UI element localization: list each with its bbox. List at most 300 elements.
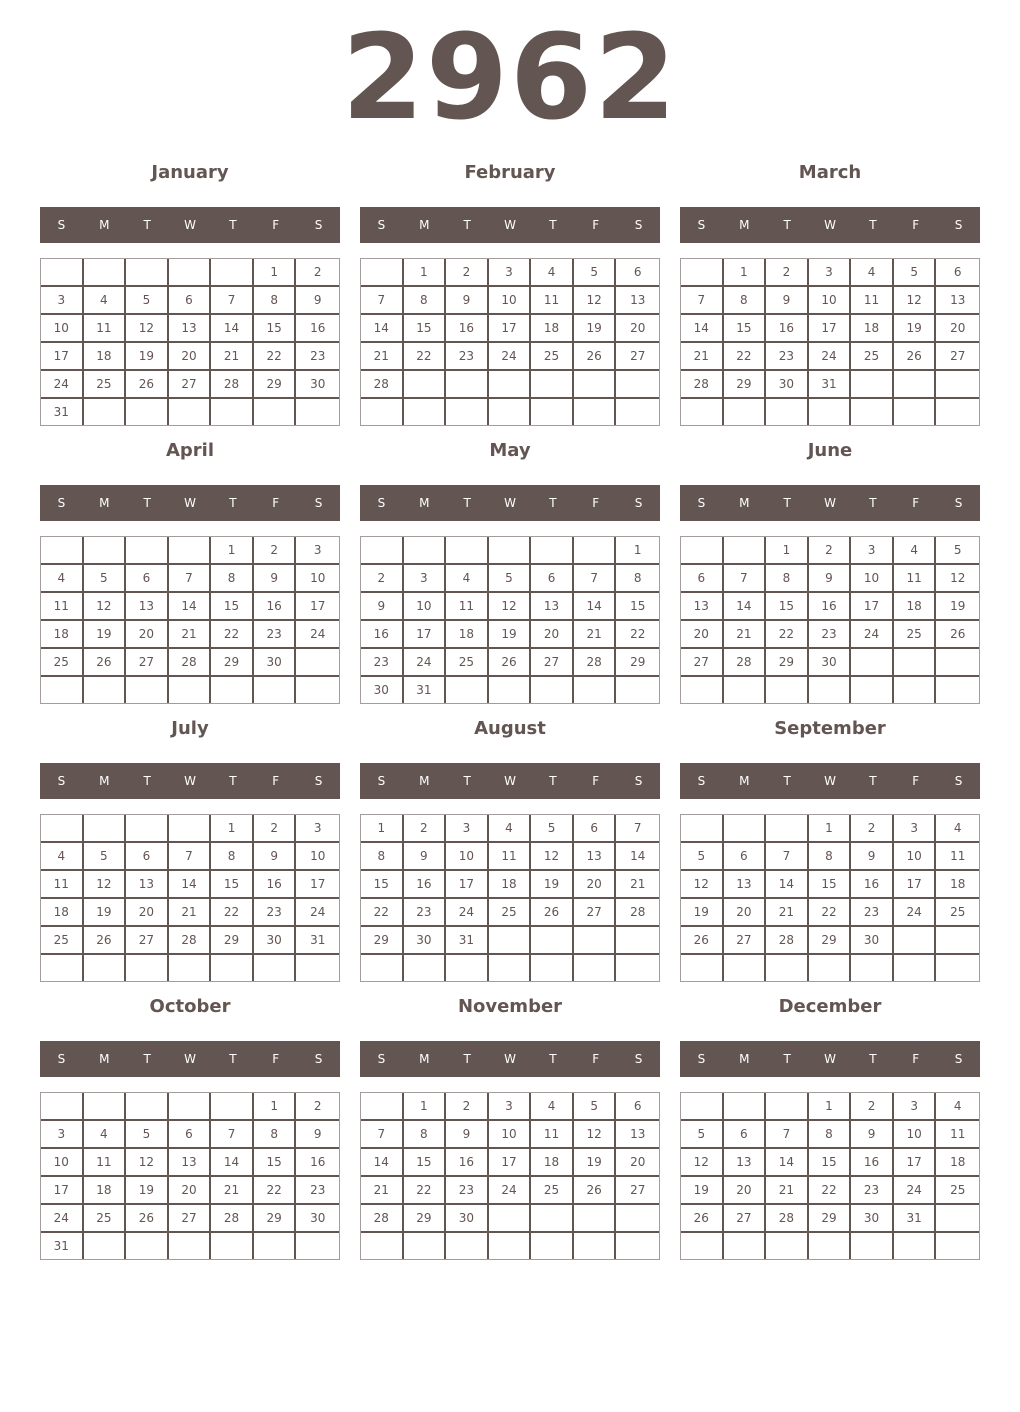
day-cell: 22 <box>404 343 447 371</box>
day-cell: 30 <box>809 649 852 677</box>
day-cell: 6 <box>724 843 767 871</box>
day-cell: 27 <box>724 1205 767 1233</box>
day-cell: 5 <box>126 1121 169 1149</box>
day-cell: 21 <box>574 621 617 649</box>
weekday-header-bar <box>360 485 660 521</box>
day-cell: 9 <box>254 565 297 593</box>
weekday-label: W <box>824 1052 836 1066</box>
day-grid <box>40 258 340 426</box>
day-cell: 13 <box>126 871 169 899</box>
weekday-label: T <box>783 774 791 788</box>
day-cell: 2 <box>766 259 809 287</box>
day-cell: 5 <box>574 1093 617 1121</box>
day-cell: 18 <box>531 1149 574 1177</box>
day-cell <box>489 1233 532 1259</box>
day-cell: 3 <box>851 537 894 565</box>
day-cell <box>126 537 169 565</box>
weekday-label: T <box>143 496 151 510</box>
day-grid <box>360 258 660 426</box>
day-cell: 27 <box>531 649 574 677</box>
day-cell: 9 <box>851 843 894 871</box>
day-cell: 26 <box>126 1205 169 1233</box>
day-cell: 8 <box>404 287 447 315</box>
day-cell: 5 <box>681 843 724 871</box>
day-cell: 24 <box>296 621 339 649</box>
day-cell: 6 <box>936 259 979 287</box>
day-cell: 15 <box>616 593 659 621</box>
weekday-label: T <box>549 496 557 510</box>
day-cell: 11 <box>84 1149 127 1177</box>
day-cell: 7 <box>766 1121 809 1149</box>
day-cell <box>84 399 127 425</box>
weekday-label: M <box>419 774 430 788</box>
day-cell: 10 <box>41 315 84 343</box>
day-cell <box>894 677 937 703</box>
day-cell: 15 <box>404 315 447 343</box>
day-cell: 29 <box>724 371 767 399</box>
day-cell: 24 <box>446 899 489 927</box>
day-cell: 8 <box>211 565 254 593</box>
day-cell: 25 <box>41 927 84 955</box>
day-cell: 20 <box>616 1149 659 1177</box>
day-cell <box>809 955 852 981</box>
day-cell: 29 <box>254 371 297 399</box>
day-cell: 9 <box>404 843 447 871</box>
day-cell <box>84 1233 127 1259</box>
day-cell: 13 <box>169 315 212 343</box>
day-cell: 13 <box>616 1121 659 1149</box>
day-cell: 24 <box>41 371 84 399</box>
day-cell <box>766 955 809 981</box>
day-cell: 24 <box>296 899 339 927</box>
day-cell: 4 <box>446 565 489 593</box>
day-cell: 7 <box>169 565 212 593</box>
day-cell: 20 <box>724 1177 767 1205</box>
day-cell: 15 <box>254 315 297 343</box>
day-cell: 3 <box>809 259 852 287</box>
day-cell: 12 <box>126 1149 169 1177</box>
day-cell: 5 <box>84 565 127 593</box>
day-cell: 1 <box>724 259 767 287</box>
day-cell: 26 <box>84 649 127 677</box>
day-cell: 1 <box>211 815 254 843</box>
day-cell: 12 <box>84 593 127 621</box>
day-cell: 5 <box>894 259 937 287</box>
day-grid <box>360 536 660 704</box>
day-cell: 16 <box>851 871 894 899</box>
day-cell: 20 <box>616 315 659 343</box>
day-cell <box>616 1205 659 1233</box>
month-title: March <box>798 162 862 183</box>
weekday-label: S <box>634 218 643 232</box>
weekday-label: F <box>272 774 280 788</box>
day-cell: 27 <box>169 1205 212 1233</box>
day-cell: 19 <box>84 621 127 649</box>
day-cell: 11 <box>851 287 894 315</box>
day-cell: 3 <box>296 815 339 843</box>
weekday-label: F <box>592 496 600 510</box>
month-title: February <box>464 162 556 183</box>
weekday-label: S <box>697 774 706 788</box>
day-cell <box>851 955 894 981</box>
day-cell: 23 <box>851 899 894 927</box>
weekday-label: S <box>57 1052 66 1066</box>
day-cell: 25 <box>851 343 894 371</box>
day-cell: 18 <box>446 621 489 649</box>
day-cell: 13 <box>724 1149 767 1177</box>
day-grid <box>680 258 980 426</box>
day-cell: 29 <box>809 1205 852 1233</box>
day-cell: 16 <box>254 593 297 621</box>
day-cell: 8 <box>361 843 404 871</box>
day-cell: 1 <box>361 815 404 843</box>
day-cell: 11 <box>446 593 489 621</box>
day-cell: 9 <box>446 1121 489 1149</box>
weekday-label: T <box>869 218 877 232</box>
weekday-label: W <box>504 1052 516 1066</box>
weekday-label: S <box>57 496 66 510</box>
day-cell: 2 <box>851 1093 894 1121</box>
day-cell: 16 <box>254 871 297 899</box>
day-cell <box>851 649 894 677</box>
day-cell: 8 <box>809 1121 852 1149</box>
weekday-label: W <box>184 1052 196 1066</box>
day-cell: 2 <box>446 259 489 287</box>
day-cell: 24 <box>489 1177 532 1205</box>
day-cell: 25 <box>489 899 532 927</box>
day-cell: 23 <box>296 1177 339 1205</box>
day-cell: 27 <box>724 927 767 955</box>
day-cell: 29 <box>404 1205 447 1233</box>
weekday-label: S <box>314 774 323 788</box>
day-cell: 20 <box>724 899 767 927</box>
weekday-label: S <box>634 496 643 510</box>
day-cell: 5 <box>531 815 574 843</box>
day-cell <box>446 371 489 399</box>
day-cell: 29 <box>254 1205 297 1233</box>
day-cell: 28 <box>574 649 617 677</box>
day-cell <box>531 955 574 981</box>
day-cell: 1 <box>809 815 852 843</box>
day-cell: 6 <box>169 1121 212 1149</box>
day-cell: 24 <box>404 649 447 677</box>
day-cell <box>41 955 84 981</box>
day-cell: 9 <box>809 565 852 593</box>
day-cell: 25 <box>446 649 489 677</box>
day-cell: 11 <box>41 871 84 899</box>
weekday-label: F <box>272 496 280 510</box>
weekday-label: M <box>419 218 430 232</box>
day-cell <box>681 537 724 565</box>
day-cell: 14 <box>361 315 404 343</box>
day-cell: 14 <box>211 315 254 343</box>
day-cell <box>724 955 767 981</box>
weekday-label: F <box>592 218 600 232</box>
day-cell <box>724 815 767 843</box>
day-cell: 14 <box>361 1149 404 1177</box>
day-cell: 28 <box>361 371 404 399</box>
day-cell: 12 <box>936 565 979 593</box>
day-cell: 18 <box>84 343 127 371</box>
day-cell <box>616 927 659 955</box>
day-cell <box>724 1233 767 1259</box>
day-cell: 24 <box>894 899 937 927</box>
day-cell <box>169 677 212 703</box>
day-cell: 28 <box>169 649 212 677</box>
day-cell <box>681 677 724 703</box>
day-cell <box>126 955 169 981</box>
day-cell: 24 <box>809 343 852 371</box>
day-cell <box>489 399 532 425</box>
day-cell: 5 <box>936 537 979 565</box>
day-cell: 5 <box>681 1121 724 1149</box>
weekday-label: T <box>549 218 557 232</box>
day-cell: 12 <box>894 287 937 315</box>
day-cell: 14 <box>574 593 617 621</box>
day-cell: 4 <box>41 843 84 871</box>
day-cell: 25 <box>894 621 937 649</box>
day-cell <box>809 677 852 703</box>
month-october <box>40 995 340 1265</box>
day-cell <box>724 399 767 425</box>
day-cell: 21 <box>766 1177 809 1205</box>
day-cell <box>574 677 617 703</box>
weekday-label: W <box>504 774 516 788</box>
day-cell: 20 <box>574 871 617 899</box>
day-cell: 8 <box>809 843 852 871</box>
day-cell <box>851 1233 894 1259</box>
day-cell <box>41 259 84 287</box>
weekday-label: T <box>463 218 471 232</box>
day-cell: 9 <box>851 1121 894 1149</box>
day-cell <box>724 677 767 703</box>
day-cell <box>574 399 617 425</box>
day-cell <box>489 371 532 399</box>
day-cell: 31 <box>296 927 339 955</box>
day-cell: 19 <box>574 315 617 343</box>
day-cell: 7 <box>681 287 724 315</box>
day-cell: 14 <box>169 593 212 621</box>
day-cell: 30 <box>851 1205 894 1233</box>
day-cell: 5 <box>126 287 169 315</box>
day-cell <box>489 927 532 955</box>
day-cell: 2 <box>446 1093 489 1121</box>
day-cell: 21 <box>361 343 404 371</box>
day-cell: 10 <box>41 1149 84 1177</box>
day-cell: 28 <box>766 927 809 955</box>
day-cell: 9 <box>254 843 297 871</box>
day-grid <box>360 1092 660 1260</box>
day-cell: 25 <box>531 1177 574 1205</box>
day-grid <box>40 814 340 982</box>
day-cell <box>169 955 212 981</box>
day-cell: 28 <box>211 371 254 399</box>
day-cell: 7 <box>211 287 254 315</box>
day-cell: 30 <box>296 371 339 399</box>
day-cell <box>446 955 489 981</box>
day-cell: 12 <box>574 287 617 315</box>
day-cell: 19 <box>936 593 979 621</box>
day-cell: 17 <box>894 871 937 899</box>
day-cell: 20 <box>126 899 169 927</box>
day-cell: 7 <box>361 287 404 315</box>
day-cell: 16 <box>446 1149 489 1177</box>
year-title: 2962 <box>341 8 679 146</box>
day-cell: 4 <box>531 1093 574 1121</box>
day-cell <box>616 371 659 399</box>
day-cell <box>404 955 447 981</box>
month-september <box>680 717 980 987</box>
day-cell <box>936 677 979 703</box>
day-cell: 17 <box>404 621 447 649</box>
day-cell: 13 <box>531 593 574 621</box>
day-cell <box>126 259 169 287</box>
weekday-label: S <box>954 218 963 232</box>
day-cell: 12 <box>489 593 532 621</box>
day-cell <box>41 1093 84 1121</box>
day-cell: 10 <box>894 1121 937 1149</box>
day-cell <box>681 1093 724 1121</box>
day-cell <box>361 1233 404 1259</box>
weekday-label: M <box>99 218 110 232</box>
day-cell: 4 <box>84 1121 127 1149</box>
day-cell <box>254 1233 297 1259</box>
day-cell <box>574 371 617 399</box>
day-cell: 28 <box>766 1205 809 1233</box>
weekday-label: T <box>549 774 557 788</box>
day-cell <box>724 1093 767 1121</box>
day-cell: 22 <box>404 1177 447 1205</box>
weekday-label: S <box>697 218 706 232</box>
weekday-label: T <box>143 774 151 788</box>
day-cell: 24 <box>851 621 894 649</box>
day-cell: 30 <box>404 927 447 955</box>
day-cell: 21 <box>766 899 809 927</box>
weekday-header-bar <box>680 1041 980 1077</box>
day-cell: 23 <box>254 621 297 649</box>
month-july <box>40 717 340 987</box>
day-cell <box>126 1233 169 1259</box>
day-cell: 22 <box>254 343 297 371</box>
weekday-label: F <box>912 218 920 232</box>
day-cell <box>254 955 297 981</box>
day-cell <box>489 1205 532 1233</box>
weekday-label: T <box>783 1052 791 1066</box>
day-cell <box>616 955 659 981</box>
day-cell: 3 <box>41 287 84 315</box>
day-cell: 25 <box>84 1205 127 1233</box>
day-cell: 22 <box>809 1177 852 1205</box>
day-cell: 17 <box>851 593 894 621</box>
day-cell <box>169 1093 212 1121</box>
day-cell: 30 <box>446 1205 489 1233</box>
weekday-label: S <box>314 218 323 232</box>
day-cell: 28 <box>211 1205 254 1233</box>
day-cell: 1 <box>809 1093 852 1121</box>
day-cell: 15 <box>254 1149 297 1177</box>
day-cell: 27 <box>936 343 979 371</box>
day-cell: 2 <box>296 1093 339 1121</box>
weekday-label: T <box>869 774 877 788</box>
day-cell: 23 <box>446 1177 489 1205</box>
day-cell: 9 <box>766 287 809 315</box>
day-cell: 23 <box>809 621 852 649</box>
day-cell: 7 <box>724 565 767 593</box>
day-cell: 3 <box>894 1093 937 1121</box>
month-title: July <box>171 718 209 739</box>
weekday-label: F <box>912 1052 920 1066</box>
day-cell: 31 <box>894 1205 937 1233</box>
day-cell: 27 <box>681 649 724 677</box>
day-cell: 31 <box>446 927 489 955</box>
day-cell: 6 <box>681 565 724 593</box>
day-cell <box>766 1093 809 1121</box>
day-cell: 8 <box>724 287 767 315</box>
day-cell: 26 <box>681 1205 724 1233</box>
day-cell: 2 <box>254 815 297 843</box>
weekday-label: W <box>824 496 836 510</box>
day-cell: 29 <box>211 927 254 955</box>
day-cell: 31 <box>41 399 84 425</box>
day-cell <box>126 677 169 703</box>
day-cell: 17 <box>41 1177 84 1205</box>
weekday-label: S <box>57 774 66 788</box>
day-cell <box>84 537 127 565</box>
day-grid <box>680 814 980 982</box>
weekday-label: S <box>954 1052 963 1066</box>
month-title: August <box>474 718 546 739</box>
day-cell: 31 <box>809 371 852 399</box>
day-cell: 13 <box>574 843 617 871</box>
weekday-header-bar <box>40 1041 340 1077</box>
day-cell <box>254 399 297 425</box>
day-cell <box>681 955 724 981</box>
day-cell: 2 <box>254 537 297 565</box>
day-cell: 21 <box>169 621 212 649</box>
day-cell: 26 <box>126 371 169 399</box>
day-cell: 13 <box>616 287 659 315</box>
month-may <box>360 439 660 709</box>
day-cell: 3 <box>41 1121 84 1149</box>
day-cell <box>84 259 127 287</box>
day-cell: 29 <box>766 649 809 677</box>
day-cell: 10 <box>404 593 447 621</box>
weekday-label: W <box>824 774 836 788</box>
day-cell <box>616 677 659 703</box>
weekday-label: M <box>419 1052 430 1066</box>
day-cell: 31 <box>404 677 447 703</box>
weekday-label: S <box>697 496 706 510</box>
day-cell <box>531 399 574 425</box>
day-cell <box>574 1205 617 1233</box>
day-cell: 20 <box>126 621 169 649</box>
month-april <box>40 439 340 709</box>
day-cell <box>254 677 297 703</box>
day-cell: 18 <box>531 315 574 343</box>
weekday-header-bar <box>40 207 340 243</box>
day-cell: 19 <box>84 899 127 927</box>
day-cell: 17 <box>41 343 84 371</box>
day-cell: 20 <box>531 621 574 649</box>
weekday-label: F <box>592 1052 600 1066</box>
day-cell <box>681 1233 724 1259</box>
weekday-label: S <box>377 774 386 788</box>
day-cell <box>126 399 169 425</box>
day-cell <box>361 537 404 565</box>
day-cell <box>936 649 979 677</box>
weekday-header-bar <box>40 485 340 521</box>
day-cell <box>211 259 254 287</box>
